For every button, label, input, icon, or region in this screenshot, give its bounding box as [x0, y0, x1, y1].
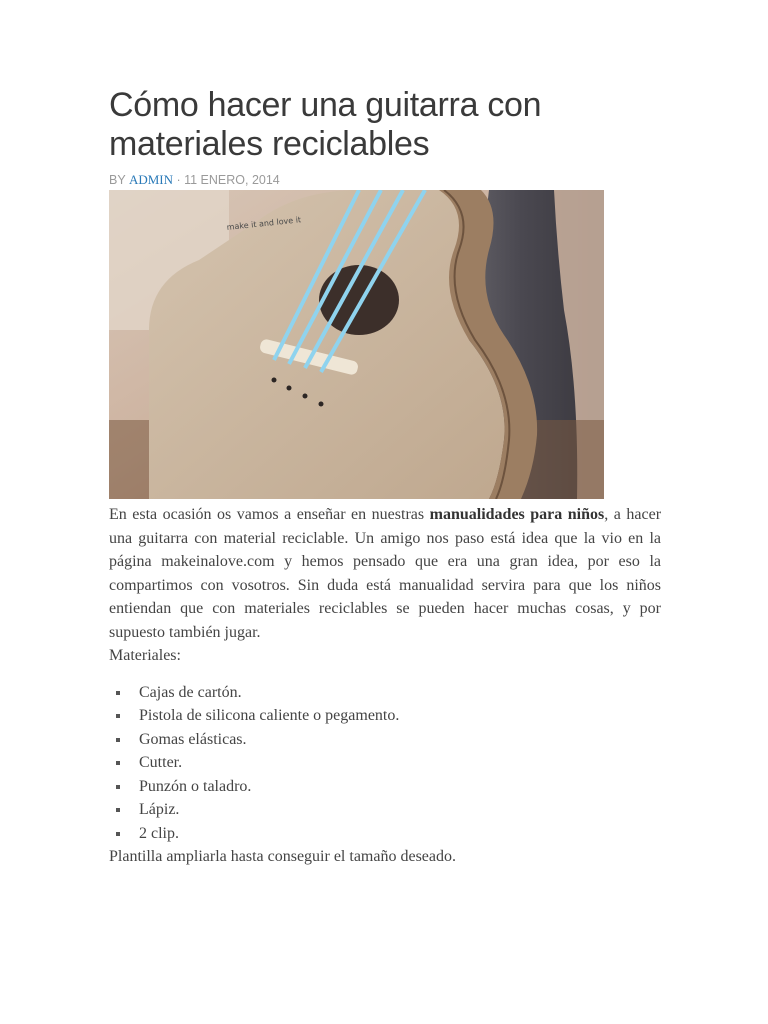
- article-meta: [109, 173, 661, 187]
- bullet-icon: [116, 738, 120, 742]
- bullet-icon: [116, 691, 120, 695]
- author-link[interactable]: ADMIN: [128, 172, 173, 187]
- list-item: [109, 822, 661, 846]
- list-item-label: Punzón o taladro.: [139, 777, 252, 795]
- bullet-icon: [116, 761, 120, 765]
- list-item-label: 2 clip.: [139, 824, 179, 842]
- watermark-text: make it and love it: [226, 215, 302, 232]
- article: [109, 86, 661, 869]
- list-item-label: Gomas elásticas.: [139, 730, 247, 748]
- list-item-label: Cajas de cartón.: [139, 683, 242, 701]
- intro-paragraph: [109, 503, 661, 644]
- closing-paragraph: Plantilla ampliarla hasta conseguir el tamaño deseado.: [109, 848, 456, 865]
- materials-label: Materiales:: [109, 647, 181, 664]
- list-item-label: Cutter.: [139, 754, 183, 771]
- article-title: Cómo hacer una guitarra con materiales reciclables: [109, 86, 542, 163]
- bullet-icon: [116, 808, 120, 812]
- list-item: [109, 751, 661, 775]
- cardboard-guitar-photo: [109, 190, 604, 499]
- byline-prefix: BY: [109, 173, 126, 187]
- publish-date: · 11 ENERO, 2014: [173, 173, 280, 187]
- list-item: [109, 681, 661, 705]
- list-item: [109, 798, 661, 822]
- list-item-label: Lápiz.: [139, 801, 180, 818]
- bullet-icon: [116, 832, 120, 836]
- intro-text-end: , a hacer una guitarra con material reciclable. Un amigo nos paso está idea que la vio en la página makeinalove.com y hemos pensado que era una gran idea, por eso la compartimos con vosotros. Sin duda está manualidad servira para que los niños entiendan que con materiales reciclables se pueden hacer muchas cosas, y por supuesto también jugar.: [109, 506, 662, 641]
- list-item: [109, 704, 661, 728]
- intro-text-start: En esta ocasión os vamos a enseñar en nuestras: [109, 506, 430, 523]
- intro-bold-link-text: manualidades para niños: [429, 506, 605, 523]
- list-item: [109, 728, 661, 752]
- bullet-icon: [116, 785, 120, 789]
- list-item-label: Pistola de silicona caliente o pegamento.: [139, 707, 400, 724]
- materials-list: [109, 681, 661, 846]
- list-item: [109, 775, 661, 799]
- bullet-icon: [116, 714, 120, 718]
